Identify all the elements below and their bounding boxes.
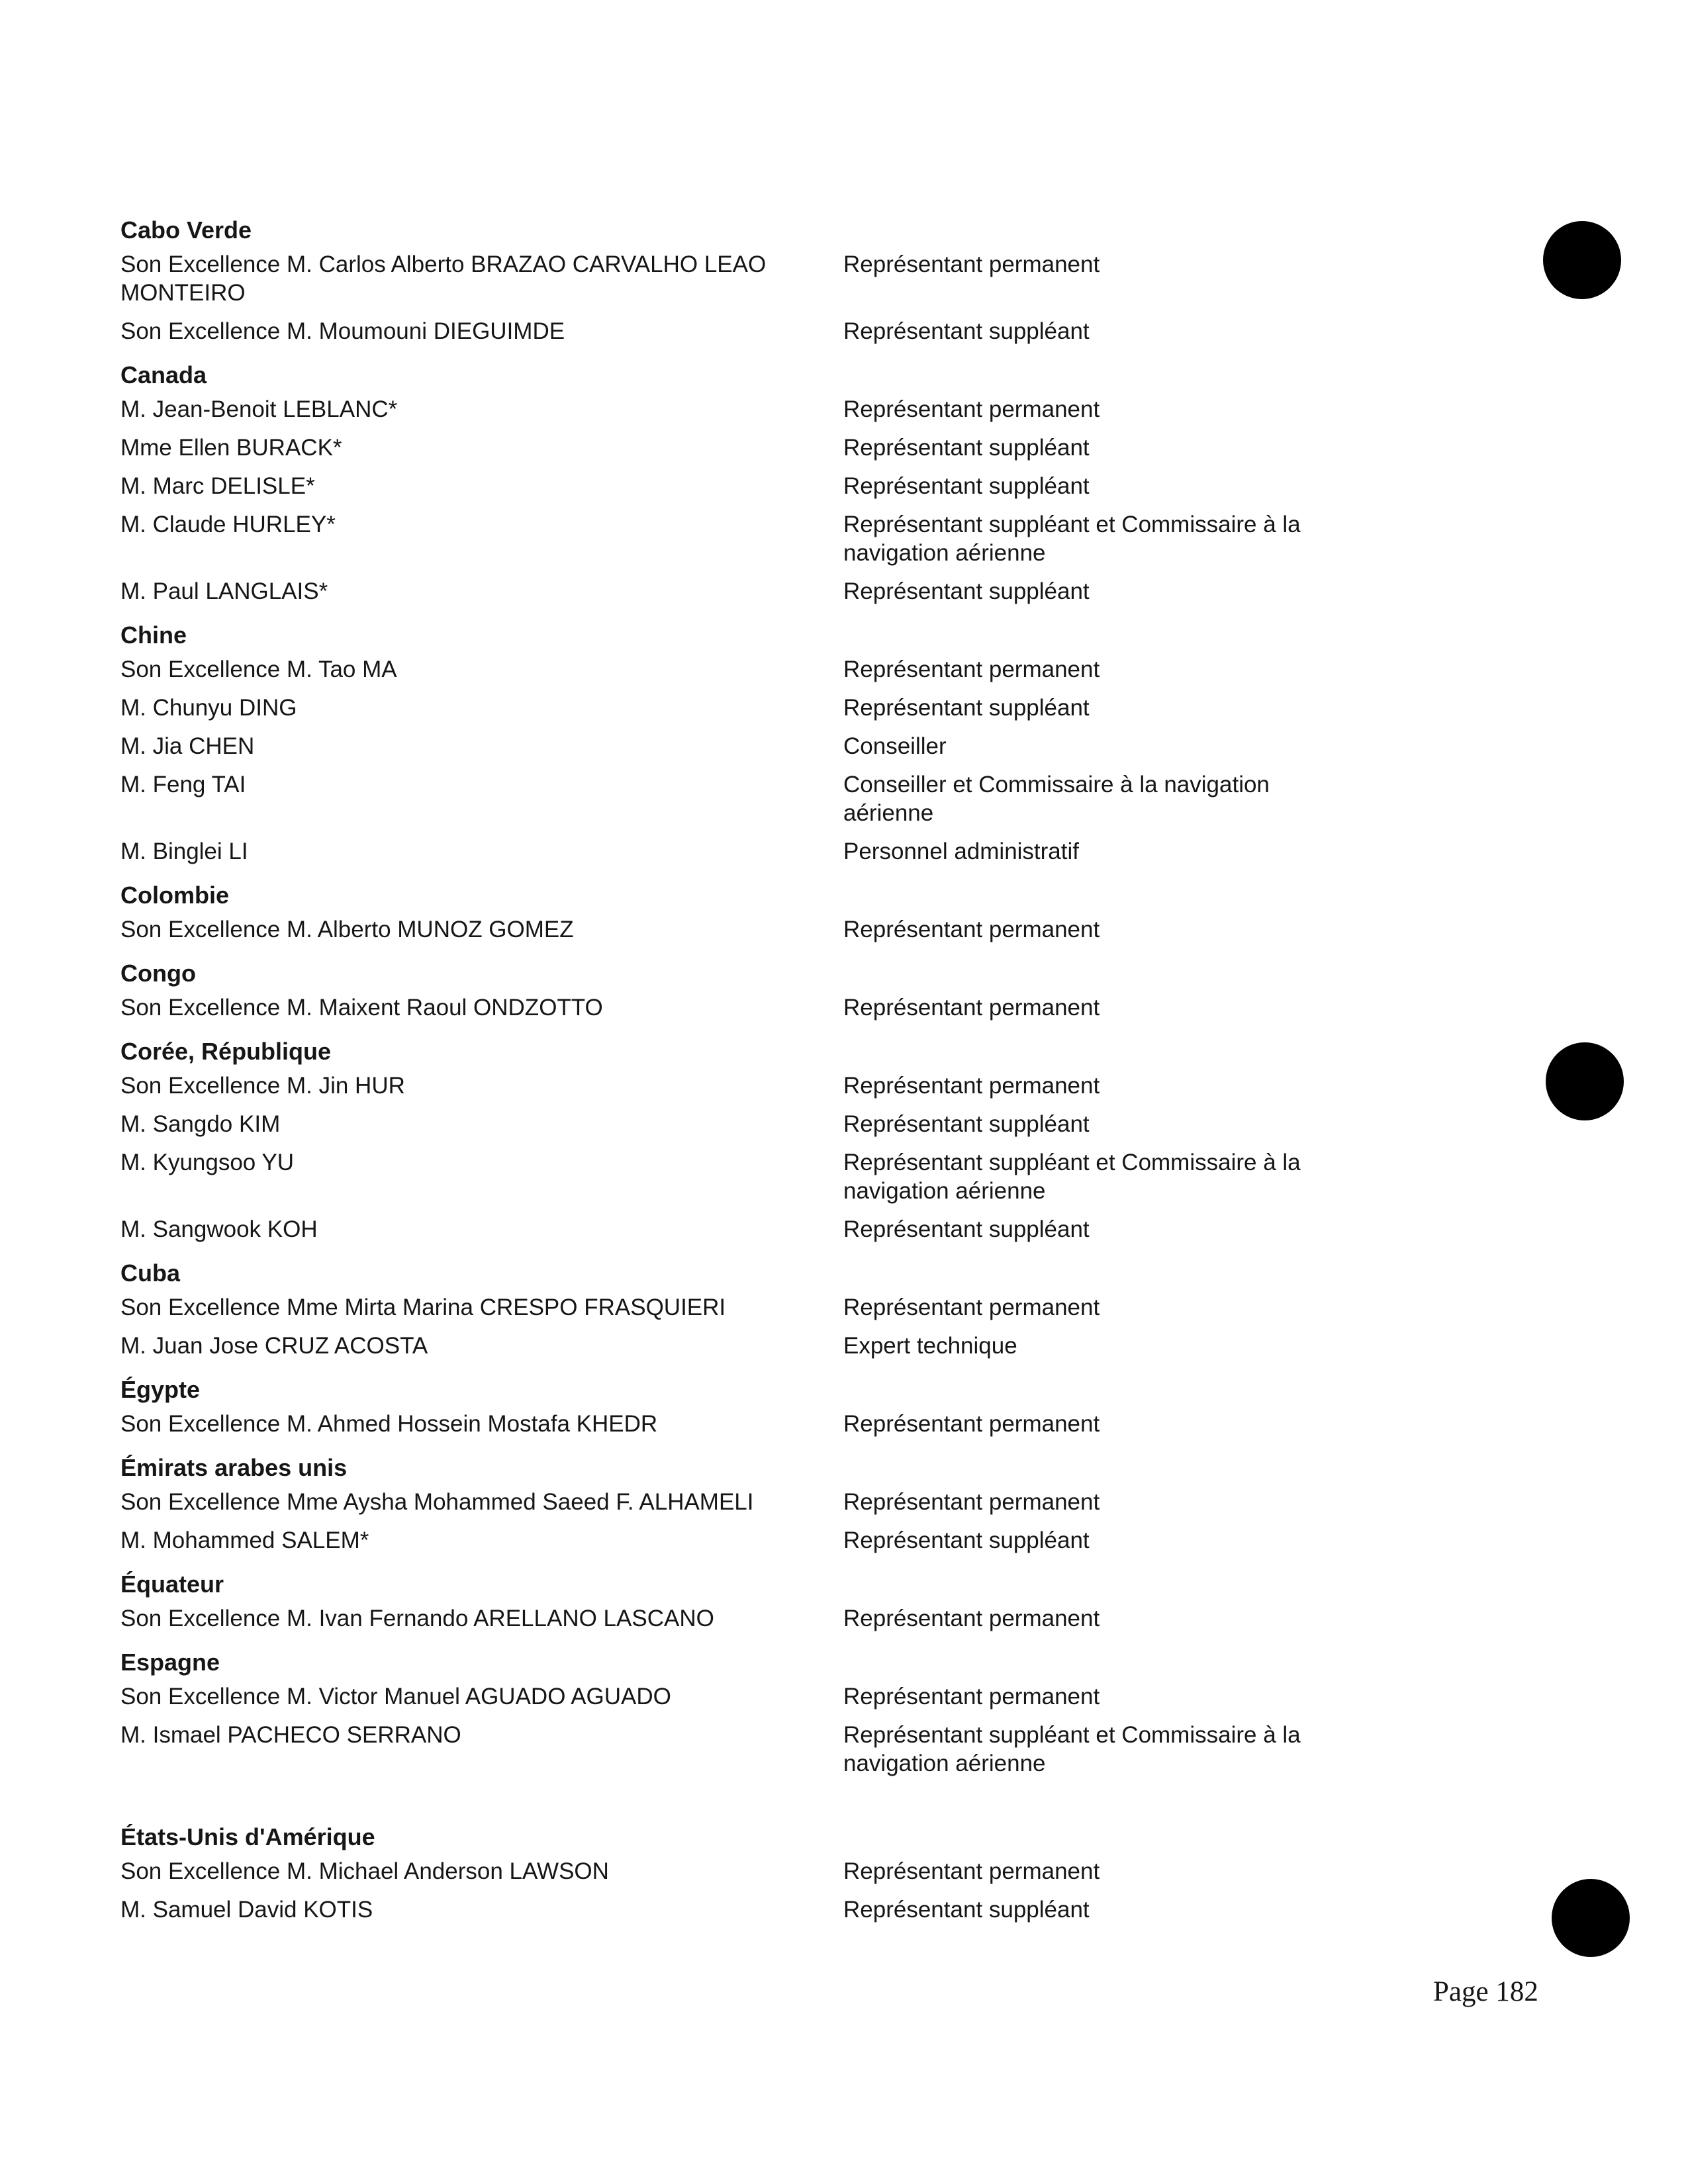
country-heading: États-Unis d'Amérique bbox=[120, 1823, 375, 1850]
member-role: Conseiller et Commissaire à la navigation aérienne bbox=[843, 772, 1270, 826]
binder-hole bbox=[1543, 221, 1621, 299]
section bbox=[120, 1370, 1378, 1448]
member-role: Expert technique bbox=[843, 1333, 1017, 1359]
member-role: Représentant permanent bbox=[843, 1295, 1100, 1320]
member-name: Son Excellence Mme Aysha Mohammed Saeed F. ALHAMELI bbox=[120, 1489, 754, 1515]
member-name: M. Claude HURLEY* bbox=[120, 512, 336, 537]
section bbox=[120, 876, 1378, 954]
list-item bbox=[120, 1293, 1378, 1332]
member-role: Représentant suppléant et Commissaire à la navigation aérienne bbox=[843, 512, 1301, 566]
list-item bbox=[120, 655, 1378, 694]
member-name: M. Juan Jose CRUZ ACOSTA bbox=[120, 1333, 428, 1359]
page-number: Page 182 bbox=[1433, 1976, 1538, 2007]
country-heading: Cabo Verde bbox=[120, 216, 252, 244]
member-role: Représentant permanent bbox=[843, 251, 1100, 277]
list-item bbox=[120, 1148, 1378, 1215]
member-role: Représentant permanent bbox=[843, 917, 1100, 942]
member-name: Son Excellence M. Ivan Fernando ARELLANO LASCANO bbox=[120, 1606, 714, 1631]
list-item bbox=[120, 433, 1378, 472]
member-name: Son Excellence M. Jin HUR bbox=[120, 1073, 405, 1099]
country-heading: Corée, République bbox=[120, 1038, 332, 1065]
list-item bbox=[120, 1215, 1378, 1253]
list-item bbox=[120, 1526, 1378, 1565]
member-role: Représentant permanent bbox=[843, 1858, 1100, 1884]
member-role: Représentant suppléant bbox=[843, 1216, 1090, 1242]
list-item bbox=[120, 1110, 1378, 1148]
delegation-list bbox=[120, 210, 1378, 1934]
list-item bbox=[120, 1071, 1378, 1110]
member-name: Son Excellence M. Carlos Alberto BRAZAO CARVALHO LEAO MONTEIRO bbox=[120, 251, 767, 306]
member-role: Représentant permanent bbox=[843, 1489, 1100, 1515]
member-name: M. Jean-Benoit LEBLANC* bbox=[120, 396, 398, 422]
member-name: M. Jia CHEN bbox=[120, 733, 255, 759]
section bbox=[120, 954, 1378, 1032]
list-item bbox=[120, 1895, 1378, 1934]
member-name: M. Paul LANGLAIS* bbox=[120, 578, 328, 604]
list-item bbox=[120, 1410, 1378, 1448]
list-item bbox=[120, 250, 1378, 317]
member-name: M. Binglei LI bbox=[120, 839, 248, 864]
section bbox=[120, 210, 1378, 355]
list-item bbox=[120, 1682, 1378, 1721]
member-role: Représentant permanent bbox=[843, 1684, 1100, 1709]
member-role: Représentant suppléant bbox=[843, 318, 1090, 344]
member-role: Personnel administratif bbox=[843, 839, 1079, 864]
member-role: Représentant permanent bbox=[843, 1411, 1100, 1437]
section bbox=[120, 355, 1378, 615]
member-role: Conseiller bbox=[843, 733, 947, 759]
member-role: Représentant suppléant et Commissaire à la navigation aérienne bbox=[843, 1150, 1301, 1204]
list-item bbox=[120, 317, 1378, 355]
list-item bbox=[120, 1604, 1378, 1643]
list-item bbox=[120, 1332, 1378, 1370]
country-heading: Espagne bbox=[120, 1649, 220, 1676]
list-item bbox=[120, 472, 1378, 510]
member-role: Représentant suppléant bbox=[843, 435, 1090, 461]
member-role: Représentant suppléant bbox=[843, 695, 1090, 721]
member-role: Représentant suppléant bbox=[843, 1111, 1090, 1137]
member-name: Son Excellence M. Maixent Raoul ONDZOTTO bbox=[120, 995, 603, 1021]
member-name: M. Ismael PACHECO SERRANO bbox=[120, 1722, 461, 1748]
member-role: Représentant permanent bbox=[843, 1073, 1100, 1099]
list-item bbox=[120, 770, 1378, 837]
list-item bbox=[120, 694, 1378, 732]
section bbox=[120, 1253, 1378, 1370]
member-role: Représentant suppléant et Commissaire à la navigation aérienne bbox=[843, 1722, 1301, 1776]
member-name: Son Excellence M. Moumouni DIEGUIMDE bbox=[120, 318, 565, 344]
country-heading: Équateur bbox=[120, 1570, 224, 1598]
member-role: Représentant permanent bbox=[843, 1606, 1100, 1631]
section bbox=[120, 1565, 1378, 1643]
section bbox=[120, 615, 1378, 876]
member-name: M. Mohammed SALEM* bbox=[120, 1527, 369, 1553]
member-role: Représentant permanent bbox=[843, 657, 1100, 682]
member-name: Son Excellence M. Ahmed Hossein Mostafa KHEDR bbox=[120, 1411, 658, 1437]
country-heading: Chine bbox=[120, 621, 187, 649]
section bbox=[120, 1643, 1378, 1788]
country-heading: Émirats arabes unis bbox=[120, 1454, 348, 1481]
member-role: Représentant suppléant bbox=[843, 1527, 1090, 1553]
country-heading: Cuba bbox=[120, 1259, 180, 1287]
country-heading: Colombie bbox=[120, 882, 230, 909]
country-heading: Égypte bbox=[120, 1376, 201, 1403]
list-item bbox=[120, 1488, 1378, 1526]
list-item bbox=[120, 732, 1378, 770]
member-role: Représentant permanent bbox=[843, 995, 1100, 1021]
member-name: Mme Ellen BURACK* bbox=[120, 435, 342, 461]
member-name: Son Excellence M. Michael Anderson LAWSON bbox=[120, 1858, 609, 1884]
list-item bbox=[120, 915, 1378, 954]
member-name: M. Samuel David KOTIS bbox=[120, 1897, 373, 1923]
member-name: M. Chunyu DING bbox=[120, 695, 297, 721]
member-name: Son Excellence Mme Mirta Marina CRESPO FRASQUIERI bbox=[120, 1295, 726, 1320]
binder-hole bbox=[1552, 1879, 1630, 1957]
member-name: M. Feng TAI bbox=[120, 772, 246, 797]
member-name: M. Sangwook KOH bbox=[120, 1216, 318, 1242]
list-item bbox=[120, 395, 1378, 433]
section bbox=[120, 1032, 1378, 1253]
member-name: M. Kyungsoo YU bbox=[120, 1150, 294, 1175]
member-role: Représentant suppléant bbox=[843, 578, 1090, 604]
member-name: Son Excellence M. Victor Manuel AGUADO AGUADO bbox=[120, 1684, 671, 1709]
section bbox=[120, 1448, 1378, 1565]
country-heading: Congo bbox=[120, 960, 196, 987]
member-name: M. Sangdo KIM bbox=[120, 1111, 281, 1137]
member-role: Représentant suppléant bbox=[843, 1897, 1090, 1923]
member-name: Son Excellence M. Tao MA bbox=[120, 657, 397, 682]
member-name: M. Marc DELISLE* bbox=[120, 473, 315, 499]
list-item bbox=[120, 1721, 1378, 1788]
member-name: Son Excellence M. Alberto MUNOZ GOMEZ bbox=[120, 917, 574, 942]
section bbox=[120, 1817, 1378, 1934]
list-item bbox=[120, 837, 1378, 876]
binder-hole bbox=[1546, 1042, 1624, 1120]
list-item bbox=[120, 993, 1378, 1032]
list-item bbox=[120, 510, 1378, 577]
list-item bbox=[120, 577, 1378, 615]
member-role: Représentant permanent bbox=[843, 396, 1100, 422]
country-heading: Canada bbox=[120, 361, 207, 388]
member-role: Représentant suppléant bbox=[843, 473, 1090, 499]
list-item bbox=[120, 1857, 1378, 1895]
